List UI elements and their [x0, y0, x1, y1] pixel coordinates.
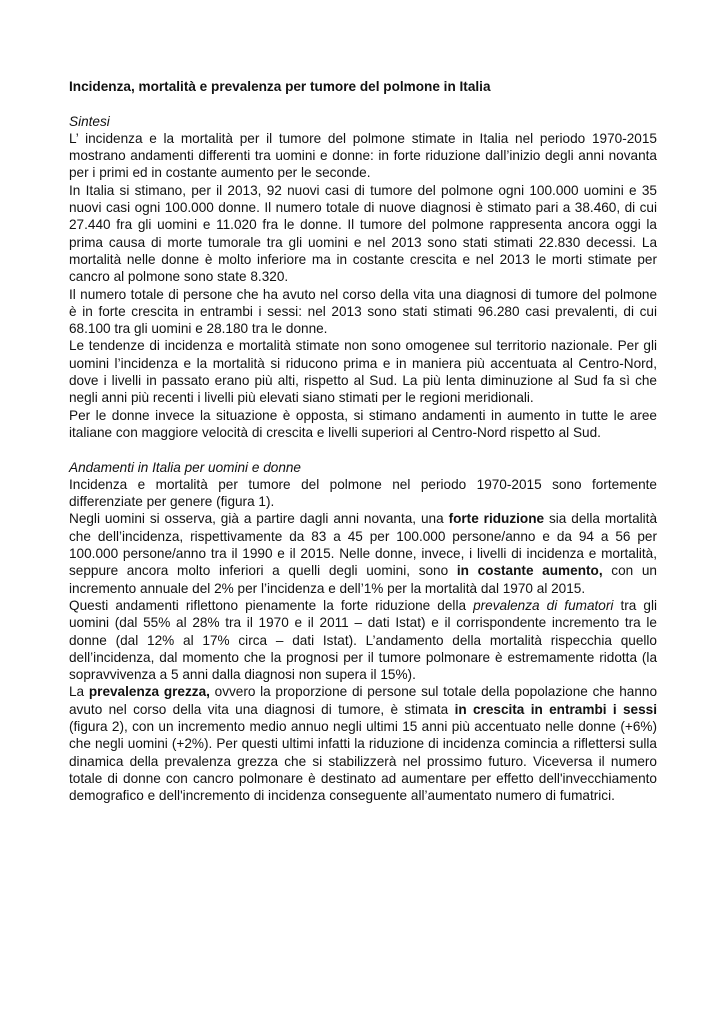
- text-run: sia della mortalità che dell’incidenza, rispettivamente da 83 a 45 per 100.000 persone/anno e da 94 a 56 per 100.000 persone/anno tra il 1990 e il 2015. Nelle donne, invece, i livelli di incidenza e mortalità, seppure ancora molto inferiori a quelli degli uomini, sono: [69, 511, 658, 579]
- emphasis-crescita-entrambi-sessi: in crescita in entrambi i sessi: [454, 701, 657, 717]
- andamenti-paragraph-2: [69, 510, 657, 596]
- text-run: Questi andamenti riflettono pienamente la forte riduzione della: [69, 597, 474, 613]
- document-page: [69, 78, 657, 804]
- emphasis-prevalenza-fumatori: prevalenza di fumatori: [473, 597, 614, 613]
- text-run: La: [69, 684, 89, 700]
- sintesi-paragraph-3: Il numero totale di persone che ha avuto nel corso della vita una diagnosi di tumore del polmone è in forte crescita in entrambi i sessi: nel 2013 sono stati stimati 96.280 casi prevalenti, di cui 68.100 tra gli uomini e 28.180 tra le donne.: [69, 286, 657, 337]
- text-run: (figura 2), con un incremento medio annuo negli ultimi 15 anni più accentuato nelle donne (+6%) che negli uomini (+2%). Per questi ultimi infatti la riduzione di incidenza comincia a riflettersi sulla dinamica della prevalenza grezza che si stabilizzerà nel prossimo futuro. Viceversa il numero totale di donne con cancro polmonare è destinato ad aumentare per effetto dell'invecchiamento demografico e dell'incremento di incidenza conseguente all’aumentato numero di fumatrici.: [69, 718, 657, 804]
- andamenti-paragraph-1: Incidenza e mortalità per tumore del polmone nel periodo 1970-2015 sono fortemente differenziate per genere (figura 1).: [69, 476, 657, 510]
- sintesi-paragraph-2: In Italia si stimano, per il 2013, 92 nuovi casi di tumore del polmone ogni 100.000 uomini e 35 nuovi casi ogni 100.000 donne. Il numero totale di nuove diagnosi è stimato pari a 38.460, di cui 27.440 fra gli uomini e 11.020 fra le donne. Il tumore del polmone rappresenta ancora oggi la prima causa di morte tumorale tra gli uomini e nel 2013 sono stati stimati 22.830 decessi. La mortalità nelle donne è molto inferiore ma in costante crescita e nel 2013 le morti stimate per cancro al polmone sono state 8.320.: [69, 182, 657, 285]
- andamenti-paragraph-3: [69, 597, 657, 683]
- text-run: tra gli uomini (dal 55% al 28% tra il 1970 e il 2011 – dati Istat) e il corrispondente incremento tra le donne (dal 12% al 17% circa – dati Istat). L’andamento della mortalità rispecchia quello dell’incidenza, dal momento che la prognosi per il tumore polmonare è estremamente ridotta (la sopravvivenza a 5 anni dalla diagnosi non supera il 15%).: [69, 597, 657, 683]
- emphasis-costante-aumento: in costante aumento,: [456, 563, 603, 579]
- andamenti-paragraph-4: [69, 683, 657, 804]
- emphasis-prevalenza-grezza: prevalenza grezza,: [88, 684, 210, 700]
- sintesi-heading: Sintesi: [69, 113, 110, 129]
- text-run: Negli uomini si osserva, già a partire dagli anni novanta, una: [69, 511, 449, 527]
- text-run: ovvero la proporzione di persone sul totale della popolazione che hanno avuto nel corso della vita una diagnosi di tumore, è stimata: [69, 684, 658, 717]
- text-run: con un incremento annuale del 2% per l’incidenza e dell’1% per la mortalità dal 1970 al 2015.: [69, 563, 657, 596]
- andamenti-heading: Andamenti in Italia per uomini e donne: [69, 459, 301, 475]
- sintesi-paragraph-4: Le tendenze di incidenza e mortalità stimate non sono omogenee sul territorio nazionale. Per gli uomini l’incidenza e la mortalità si riducono prima e in maniera più accentuata al Centro-Nord, dove i livelli in passato erano più alti, rispetto al Sud. La più lenta diminuzione al Sud fa sì che negli anni più recenti i livelli più elevati siano stimati per le regioni meridionali.: [69, 338, 657, 406]
- emphasis-forte-riduzione: forte riduzione: [448, 511, 545, 527]
- sintesi-paragraph-1: L’ incidenza e la mortalità per il tumore del polmone stimate in Italia nel periodo 1970-2015 mostrano andamenti differenti tra uomini e donne: in forte riduzione dall’inizio degli anni novanta per i primi ed in costante aumento per le seconde.: [69, 130, 657, 181]
- document-title: Incidenza, mortalità e prevalenza per tumore del polmone in Italia: [69, 79, 491, 94]
- sintesi-paragraph-5: Per le donne invece la situazione è opposta, si stimano andamenti in aumento in tutte le aree italiane con maggiore velocità di crescita e livelli superiori al Centro-Nord rispetto al Sud.: [69, 407, 657, 440]
